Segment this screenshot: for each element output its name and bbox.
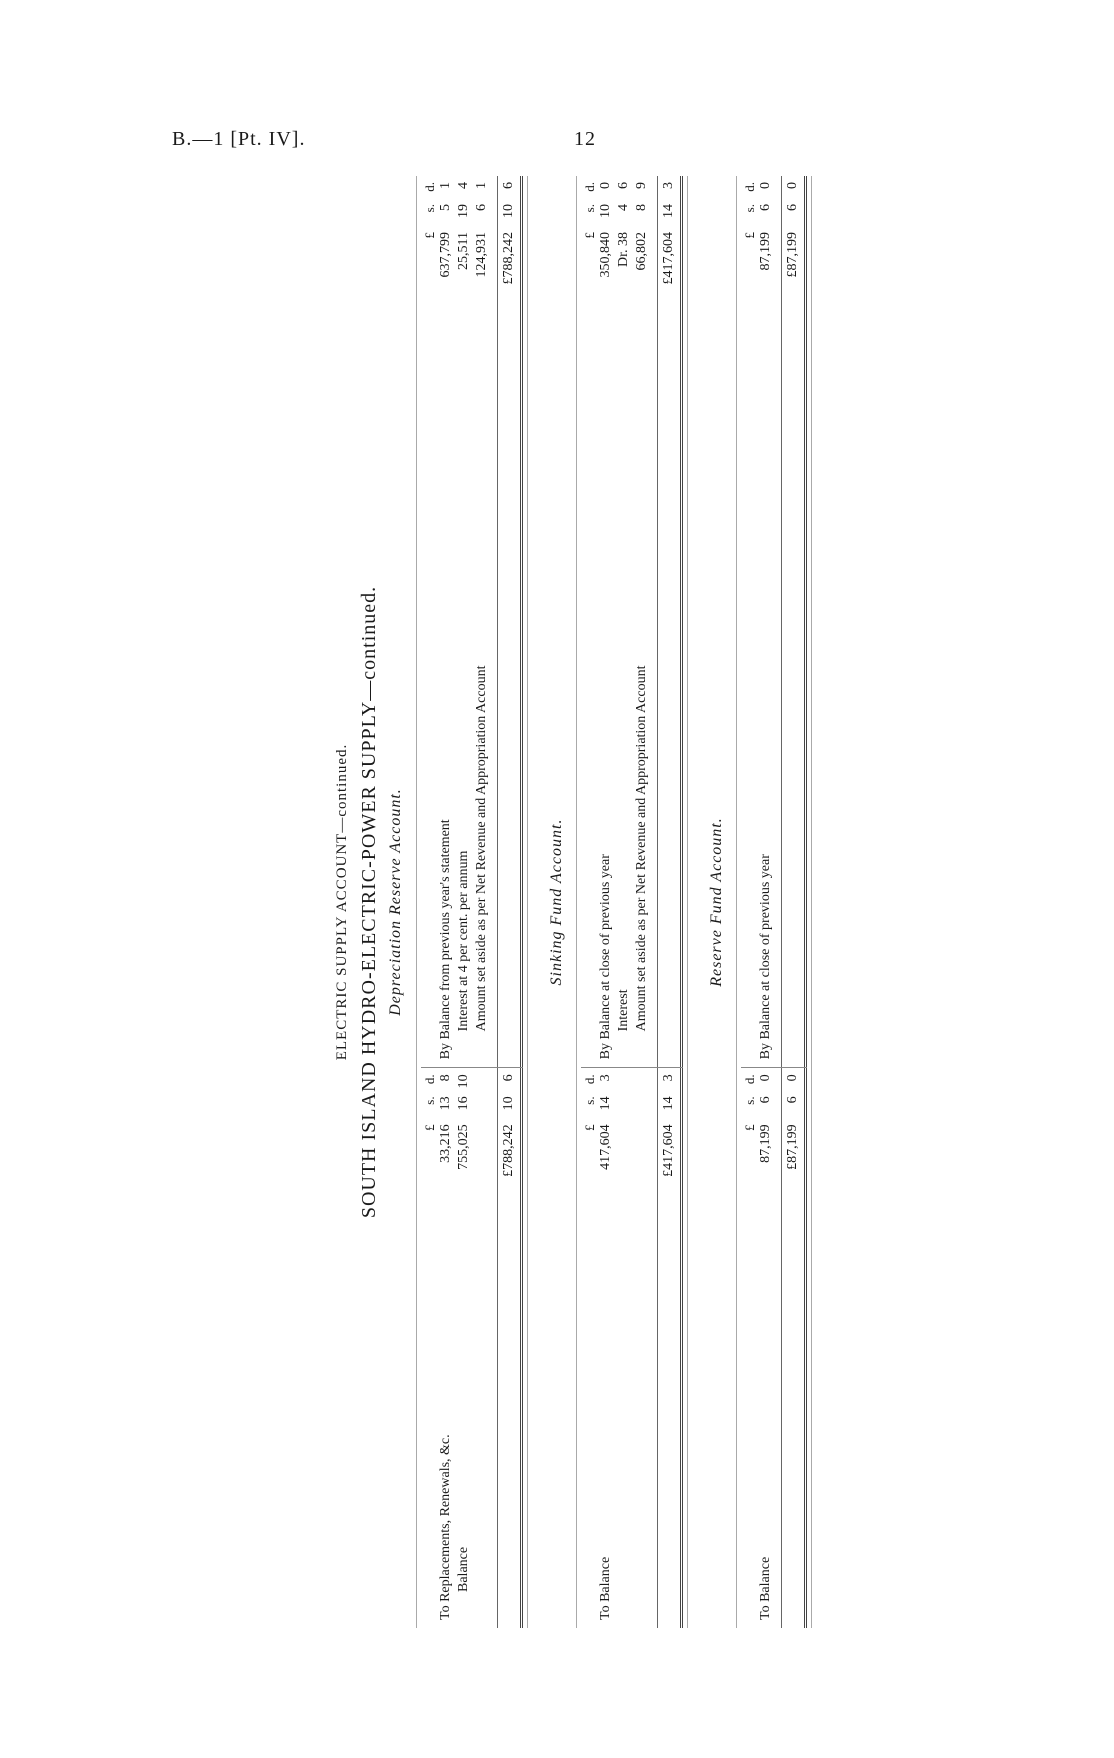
reserve-debit-total-shillings: 6	[785, 1096, 800, 1104]
depreciation-credit-row	[455, 176, 473, 1067]
pound-unit: £	[742, 232, 757, 239]
sinking-debit-label: To Balance	[598, 1556, 613, 1620]
total-spacer	[782, 296, 804, 1067]
depreciation-debit-total-pence: 6	[501, 1074, 516, 1082]
shilling-unit: s.	[422, 1096, 437, 1105]
depreciation-debit-row	[437, 1068, 455, 1628]
reserve-title: Reserve Fund Account.	[708, 817, 725, 987]
depreciation-debit-amount-pounds: 755,025	[456, 1124, 471, 1170]
sinking-credit-total-shillings: 14	[661, 204, 676, 218]
depreciation-credit-total-row	[497, 176, 523, 1067]
shilling-unit: s.	[742, 1096, 757, 1105]
accounts-container	[384, 176, 812, 1628]
depreciation-credit-row	[437, 176, 455, 1067]
units-spacer	[581, 1188, 597, 1628]
sinking-credit-total	[658, 176, 680, 296]
depreciation-account	[416, 176, 528, 1628]
sinking-credit-amount-pence: 6	[616, 182, 631, 189]
units-spacer	[421, 1188, 437, 1628]
shilling-unit: s.	[422, 204, 437, 213]
reserve-debit-amount-pounds: 87,199	[758, 1124, 773, 1163]
reserve-debit-amount-pence: 0	[758, 1074, 773, 1082]
reserve-debit-total-row	[781, 1068, 807, 1628]
sinking-credit-amount-shillings: 8	[634, 204, 649, 211]
units-spacer	[421, 296, 437, 1067]
reserve-credit-total-row	[781, 176, 807, 1067]
sinking-credit-amount-pounds: 66,802	[634, 232, 649, 271]
reserve-account	[736, 176, 812, 1628]
pound-unit: £	[422, 232, 437, 239]
main-title: ELECTRIC SUPPLY ACCOUNT—continued.	[334, 743, 350, 1061]
depreciation-debit-amount	[455, 1068, 473, 1188]
units-heading	[581, 176, 597, 296]
reserve-debit-row	[757, 1068, 775, 1628]
depreciation-credit-label: Interest at 4 per cent. per annum	[456, 850, 471, 1032]
pence-unit: d.	[582, 1074, 597, 1085]
sinking-debit-side	[581, 1067, 683, 1628]
units-row	[741, 1068, 757, 1628]
units-heading	[741, 1068, 757, 1188]
units-heading	[741, 176, 757, 296]
sinking-credit-side	[581, 176, 683, 1067]
sinking-credit-amount	[633, 176, 651, 296]
depreciation-credit-amount-pence: 1	[438, 182, 453, 189]
sinking-credit-total-row	[657, 176, 683, 1067]
depreciation-credit-row	[473, 176, 491, 1067]
pound-unit: £	[582, 232, 597, 239]
blank-row	[473, 1068, 491, 1628]
depreciation-credit-amount	[437, 176, 455, 296]
blank-row	[633, 1068, 651, 1628]
pence-unit: d.	[742, 182, 757, 192]
reserve-credit-label: By Balance at close of previous year	[758, 854, 773, 1060]
units-row	[421, 176, 437, 1067]
sinking-debit-amount-pounds: 417,604	[598, 1124, 613, 1170]
depreciation-debit-amount-pounds: 33,216	[438, 1124, 453, 1163]
sinking-debit-total-pence: 3	[661, 1074, 676, 1082]
sinking-debit-row	[597, 1068, 615, 1628]
sinking-debit-amount	[597, 1068, 615, 1188]
depreciation-credit-total-pence: 6	[501, 182, 516, 189]
depreciation-title: Depreciation Reserve Account.	[387, 788, 404, 1016]
sinking-credit-row	[597, 176, 615, 1067]
depreciation-debit-total-row	[497, 1068, 523, 1628]
units-row	[581, 1068, 597, 1628]
depreciation-debit-amount-pence: 10	[456, 1074, 471, 1089]
sinking-title: Sinking Fund Account.	[548, 818, 565, 986]
sinking-debit-amount-shillings: 14	[598, 1096, 613, 1111]
sinking-credit-amount-pounds: 350,840	[598, 232, 613, 278]
depreciation-debit-total-pounds: £788,242	[501, 1124, 516, 1177]
shilling-unit: s.	[582, 1096, 597, 1105]
units-heading	[581, 1068, 597, 1188]
depreciation-credit-amount-pounds: 124,931	[474, 232, 489, 278]
sinking-debit-total-shillings: 14	[661, 1096, 676, 1111]
sinking-credit-amount-shillings: 10	[598, 204, 613, 218]
depreciation-debit-amount	[437, 1068, 455, 1188]
units-heading	[421, 176, 437, 296]
reserve-debit-total-pounds: £87,199	[785, 1124, 800, 1170]
total-spacer	[498, 1188, 520, 1628]
units-row	[421, 1068, 437, 1628]
reserve-debit-label: To Balance	[758, 1556, 773, 1620]
sinking-credit-amount-pence: 0	[598, 182, 613, 189]
units-row	[581, 176, 597, 1067]
depreciation-credit-amount-shillings: 19	[456, 204, 471, 218]
depreciation-credit-amount-shillings: 6	[474, 204, 489, 211]
page-reference: B.—1 [Pt. IV].	[172, 128, 306, 150]
sinking-credit-label: By Balance at close of previous year	[598, 854, 613, 1060]
depreciation-credit-amount-pence: 1	[474, 182, 489, 189]
sinking-debit-total-row	[657, 1068, 683, 1628]
sinking-credit-amount	[597, 176, 615, 296]
depreciation-credit-amount	[455, 176, 473, 296]
sinking-credit-row	[633, 176, 651, 1067]
depreciation-credit-amount-pence: 4	[456, 182, 471, 189]
pound-unit: £	[582, 1124, 597, 1131]
depreciation-credit-amount-pounds: 25,511	[456, 232, 471, 270]
sub-title: SOUTH ISLAND HYDRO-ELECTRIC-POWER SUPPLY—continued.	[358, 585, 380, 1219]
reserve-credit-amount-pence: 0	[758, 182, 773, 189]
depreciation-debit-amount-shillings: 16	[456, 1096, 471, 1111]
sinking-account	[576, 176, 688, 1628]
depreciation-credit-side	[421, 176, 523, 1067]
units-spacer	[741, 296, 757, 1067]
reserve-credit-amount	[757, 176, 775, 296]
depreciation-credit-amount	[473, 176, 491, 296]
reserve-credit-total	[782, 176, 804, 296]
sinking-credit-amount-pence: 9	[634, 182, 649, 189]
sinking-credit-label: Interest	[616, 989, 631, 1032]
depreciation-debit-side	[421, 1067, 523, 1628]
sinking-credit-total-pounds: £417,604	[661, 232, 676, 285]
depreciation-credit-total-shillings: 10	[501, 204, 516, 218]
reserve-credit-side	[741, 176, 807, 1067]
depreciation-credit-label: By Balance from previous year's statement	[438, 819, 453, 1060]
sinking-debit-amount-pence: 3	[598, 1074, 613, 1082]
depreciation-debit-row	[455, 1068, 473, 1628]
reserve-credit-total-pence: 0	[785, 182, 800, 189]
depreciation-debit-label: To Replacements, Renewals, &c.	[438, 1434, 453, 1620]
blank-row	[615, 1068, 633, 1628]
units-heading	[421, 1068, 437, 1188]
depreciation-debit-total	[498, 1068, 520, 1188]
reserve-debit-amount	[757, 1068, 775, 1188]
total-spacer	[782, 1188, 804, 1628]
units-row	[741, 176, 757, 1067]
pence-unit: d.	[582, 182, 597, 192]
sinking-credit-amount	[615, 176, 633, 296]
total-spacer	[658, 1188, 680, 1628]
page-number: 12	[574, 128, 596, 150]
total-spacer	[658, 296, 680, 1067]
reserve-debit-side	[741, 1067, 807, 1628]
pence-unit: d.	[422, 182, 437, 192]
pence-unit: d.	[422, 1074, 437, 1085]
depreciation-debit-label: Balance	[456, 1546, 471, 1592]
units-spacer	[741, 1188, 757, 1628]
sinking-credit-total-pence: 3	[661, 182, 676, 189]
depreciation-credit-label: Amount set aside as per Net Revenue and Appropriation Account	[474, 665, 489, 1032]
depreciation-debit-total-shillings: 10	[501, 1096, 516, 1111]
sinking-debit-total	[658, 1068, 680, 1188]
rotated-content	[330, 176, 875, 1628]
depreciation-credit-total	[498, 176, 520, 296]
reserve-credit-total-shillings: 6	[785, 204, 800, 211]
reserve-credit-amount-shillings: 6	[758, 204, 773, 211]
sinking-debit-total-pounds: £417,604	[661, 1124, 676, 1177]
units-spacer	[581, 296, 597, 1067]
total-spacer	[498, 296, 520, 1067]
depreciation-credit-amount-pounds: 637,799	[438, 232, 453, 278]
sinking-credit-amount-shillings: 4	[616, 204, 631, 211]
pound-unit: £	[422, 1124, 437, 1131]
reserve-debit-total	[782, 1068, 804, 1188]
shilling-unit: s.	[742, 204, 757, 213]
sinking-credit-amount-pounds: Dr. 38	[616, 232, 631, 267]
depreciation-credit-amount-shillings: 5	[438, 204, 453, 211]
reserve-debit-amount-shillings: 6	[758, 1096, 773, 1104]
shilling-unit: s.	[582, 204, 597, 213]
reserve-credit-row	[757, 176, 775, 1067]
depreciation-debit-amount-shillings: 13	[438, 1096, 453, 1111]
sinking-credit-label: Amount set aside as per Net Revenue and Appropriation Account	[634, 665, 649, 1032]
depreciation-debit-amount-pence: 8	[438, 1074, 453, 1082]
sinking-credit-row	[615, 176, 633, 1067]
depreciation-credit-total-pounds: £788,242	[501, 232, 516, 285]
reserve-credit-total-pounds: £87,199	[785, 232, 800, 278]
pound-unit: £	[742, 1124, 757, 1131]
pence-unit: d.	[742, 1074, 757, 1085]
reserve-debit-total-pence: 0	[785, 1074, 800, 1082]
reserve-credit-amount-pounds: 87,199	[758, 232, 773, 271]
